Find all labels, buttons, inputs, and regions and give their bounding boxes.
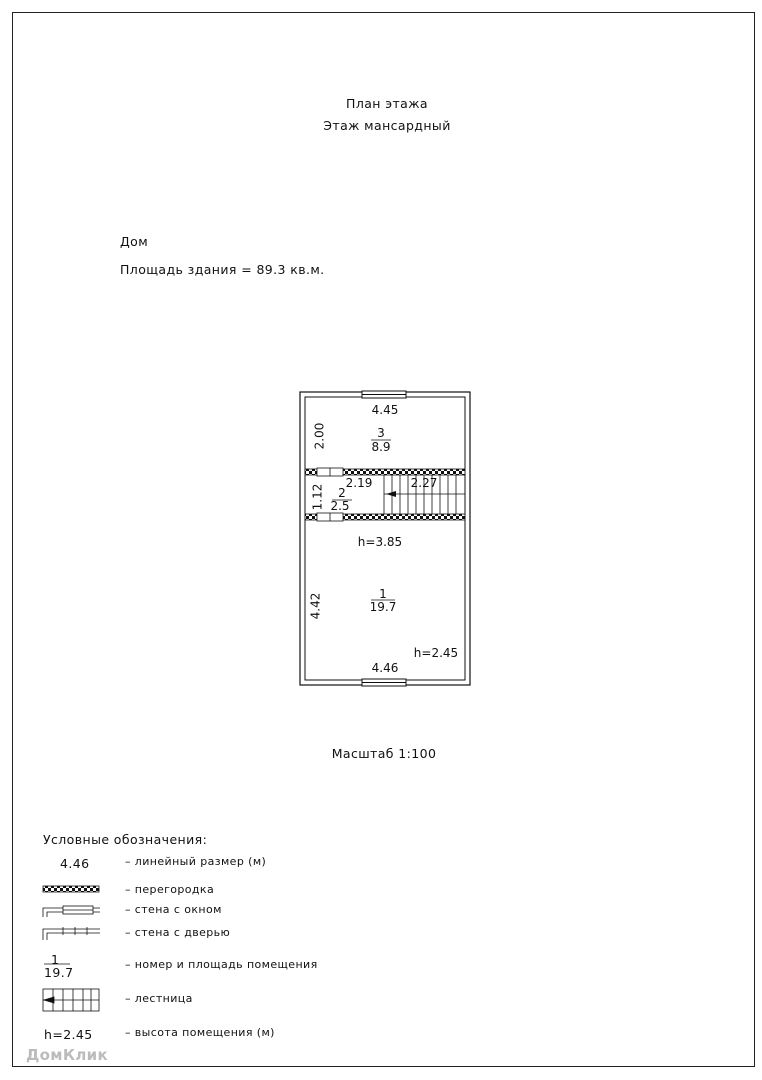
- legend-partition-symbol: [43, 886, 99, 892]
- legend-desc-partition: – перегородка: [125, 883, 215, 896]
- legend-desc-window-wall: – стена с окном: [125, 903, 222, 916]
- legend-desc-dimension: – линейный размер (м): [125, 855, 267, 868]
- building-area: Площадь здания = 89.3 кв.м.: [120, 262, 325, 277]
- window-bottom: [362, 679, 406, 686]
- legend-window-wall-symbol: [43, 906, 100, 917]
- legend-sample-dimension: 4.46: [60, 856, 90, 871]
- watermark-logo: ДомКлик: [26, 1046, 108, 1064]
- dim-stair-width: 2.27: [410, 476, 438, 490]
- room3-area: 8.9: [371, 440, 391, 454]
- legend-desc-room: – номер и площадь помещения: [125, 958, 318, 971]
- room2-number: 2: [338, 486, 346, 500]
- dim-bottom-width: 4.46: [371, 661, 399, 675]
- legend-desc-door-wall: – стена с дверью: [125, 926, 231, 939]
- legend-sample-room-area: 19.7: [44, 965, 74, 980]
- dim-room2-height: 1.12: [310, 483, 325, 511]
- legend-stair-symbol: [43, 989, 99, 1011]
- dim-room3-height: 2.00: [312, 422, 327, 450]
- room1-number: 1: [379, 587, 387, 601]
- plan-title: План этажа: [346, 96, 428, 111]
- legend-sample-height: h=2.45: [44, 1027, 93, 1042]
- floor-name: Этаж мансардный: [323, 118, 451, 133]
- height-upper: h=3.85: [357, 535, 403, 549]
- building-label: Дом: [120, 234, 149, 249]
- scale-label: Масштаб 1:100: [331, 746, 437, 761]
- legend-desc-height: – высота помещения (м): [125, 1026, 275, 1039]
- dim-top-width: 4.45: [371, 403, 399, 417]
- window-top: [362, 391, 406, 398]
- room1-area: 19.7: [369, 600, 397, 614]
- dim-corridor-width: 2.19: [345, 476, 373, 490]
- legend-desc-stair: – лестница: [125, 992, 193, 1005]
- room2-area: 2.5: [330, 499, 350, 513]
- stair-arrow-icon: [386, 491, 396, 497]
- height-lower: h=2.45: [413, 646, 459, 660]
- dim-room1-height: 4.42: [308, 592, 323, 620]
- room3-number: 3: [377, 426, 385, 440]
- legend-door-wall-symbol: [43, 927, 100, 940]
- legend-sample-room-number: 1: [51, 952, 60, 967]
- legend-title: Условные обозначения:: [43, 832, 208, 847]
